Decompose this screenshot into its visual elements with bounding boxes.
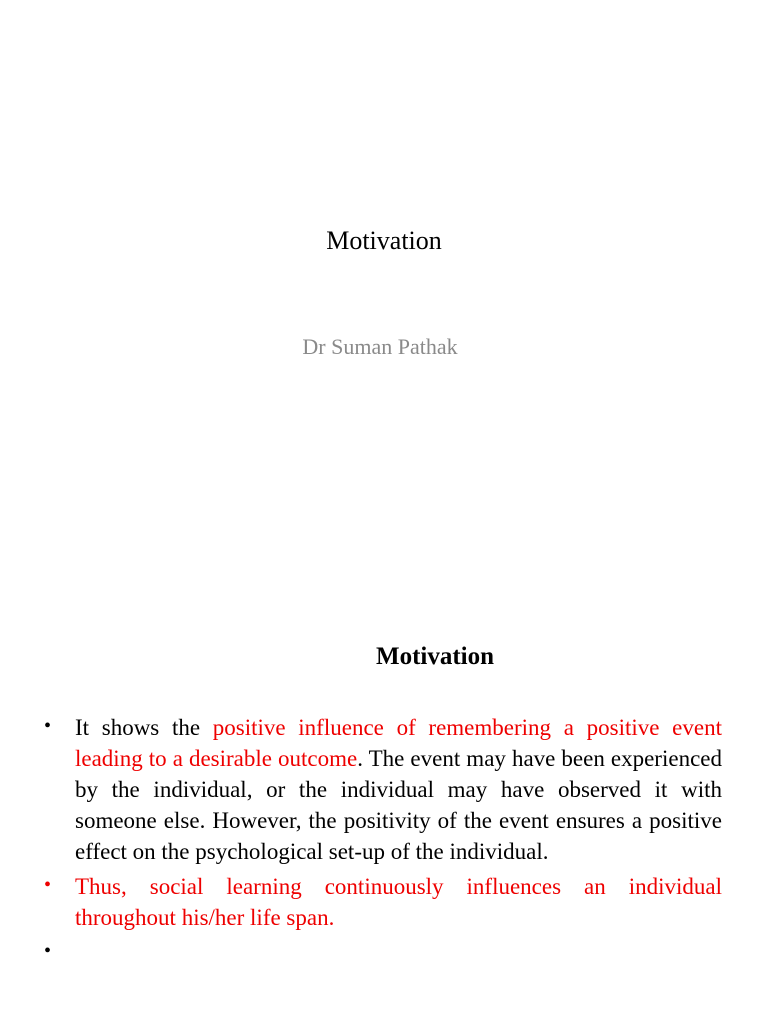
bullet-item-1 [40, 712, 722, 867]
bullet-icon: • [44, 940, 52, 962]
author-name: Dr Suman Pathak [302, 334, 458, 359]
content-slide [0, 576, 768, 1024]
bullet-icon: • [44, 715, 52, 737]
bullet-1-text-start: It shows the [75, 715, 213, 740]
content-slide-title: Motivation [375, 643, 495, 670]
bullet-2-text: Thus, social learning continuously influences an individual throughout his/her life span. [75, 874, 722, 930]
bullet-1-text-end: . The event may have been experienced by the individual, or the individual may have observed it with someone else. However, the positivity of the event ensures a positive effect on the psychological set-up of the individual. [75, 746, 722, 864]
bullet-icon: • [44, 874, 52, 896]
bullet-list [40, 712, 722, 972]
bullet-1-highlight: positive influence of remembering a positive event leading to a desirable outcome [75, 715, 722, 771]
bullet-item-2 [40, 871, 722, 933]
slide-title: Motivation [326, 226, 442, 255]
bullet-item-3-empty [40, 937, 722, 968]
